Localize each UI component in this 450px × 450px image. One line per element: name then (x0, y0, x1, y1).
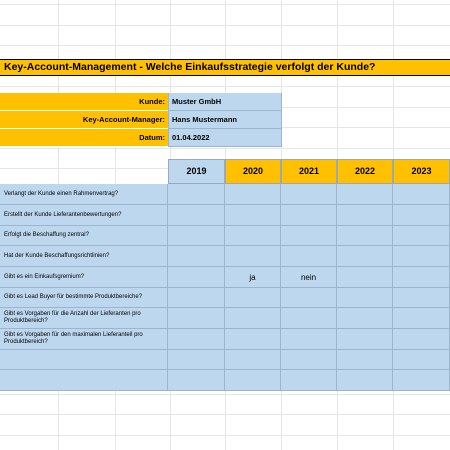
answer-cell-2020[interactable] (225, 184, 281, 205)
answer-cell-2019[interactable] (168, 288, 225, 308)
gridline-horizontal (0, 414, 450, 415)
question-cell[interactable] (0, 350, 168, 370)
answer-cell-2019[interactable] (168, 246, 225, 267)
year-header-2023: 2023 (393, 159, 450, 184)
info-label: Datum: (0, 129, 168, 147)
answer-cell-2019[interactable] (168, 308, 225, 329)
answer-cell-2019[interactable] (168, 226, 225, 246)
answer-cell-2020[interactable] (225, 226, 281, 246)
answer-cell-2022[interactable] (337, 370, 393, 391)
answer-cell-2021[interactable] (281, 288, 337, 308)
gridline-horizontal (0, 45, 450, 46)
answer-cell-2020[interactable] (225, 205, 281, 226)
year-header-2020: 2020 (225, 159, 281, 184)
year-header-2021: 2021 (281, 159, 337, 184)
answer-cell-2023[interactable] (393, 350, 450, 370)
answer-cell-2020[interactable] (225, 246, 281, 267)
answer-cell-2022[interactable] (337, 205, 393, 226)
question-cell[interactable]: Gibt es Lead Buyer für bestimmte Produktbereiche? (0, 288, 168, 308)
answer-cell-2022[interactable] (337, 267, 393, 288)
answer-cell-2023[interactable] (393, 246, 450, 267)
answer-cell-2021[interactable] (281, 205, 337, 226)
answer-cell-2022[interactable] (337, 288, 393, 308)
gridline-horizontal (0, 435, 450, 436)
answer-cell-2022[interactable] (337, 184, 393, 205)
answer-cell-2023[interactable] (393, 308, 450, 329)
question-cell[interactable]: Gibt es Vorgaben für die Anzahl der Lieferanten pro Produktbereich? (0, 308, 168, 329)
answer-cell-2023[interactable] (393, 184, 450, 205)
answer-cell-2022[interactable] (337, 226, 393, 246)
answer-cell-2019[interactable] (168, 370, 225, 391)
answer-cell-2020[interactable] (225, 370, 281, 391)
answer-cell-2023[interactable] (393, 267, 450, 288)
gridline-horizontal (0, 394, 450, 395)
answer-cell-2023[interactable] (393, 205, 450, 226)
answer-cell-2019[interactable] (168, 184, 225, 205)
answer-cell-2020[interactable] (225, 350, 281, 370)
gridline-horizontal (0, 148, 450, 149)
answer-cell-2021[interactable] (281, 329, 337, 350)
question-cell[interactable] (0, 370, 168, 391)
answer-cell-2022[interactable] (337, 308, 393, 329)
year-header-2019: 2019 (168, 159, 225, 184)
answer-cell-2021[interactable] (281, 308, 337, 329)
info-label: Kunde: (0, 93, 168, 111)
question-cell[interactable]: Erfolgt die Beschaffung zentral? (0, 226, 168, 246)
gridline-horizontal (0, 86, 450, 87)
answer-cell-2020[interactable]: ja (225, 267, 281, 288)
question-cell[interactable]: Verlangt der Kunde einen Rahmenvertrag? (0, 184, 168, 205)
answer-cell-2023[interactable] (393, 329, 450, 350)
info-value[interactable]: Muster GmbH (168, 93, 282, 111)
answer-cell-2019[interactable] (168, 267, 225, 288)
gridline-horizontal (0, 25, 450, 26)
question-cell[interactable]: Hat der Kunde Beschaffungsrichtlinien? (0, 246, 168, 267)
info-value[interactable]: 01.04.2022 (168, 129, 282, 147)
answer-cell-2021[interactable] (281, 184, 337, 205)
answer-cell-2021[interactable]: nein (281, 267, 337, 288)
answer-cell-2020[interactable] (225, 308, 281, 329)
answer-cell-2019[interactable] (168, 329, 225, 350)
answer-cell-2023[interactable] (393, 288, 450, 308)
answer-cell-2022[interactable] (337, 329, 393, 350)
info-label: Key-Account-Manager: (0, 111, 168, 129)
answer-cell-2021[interactable] (281, 350, 337, 370)
question-cell[interactable]: Erstellt der Kunde Lieferantenbewertungen? (0, 205, 168, 226)
question-cell[interactable]: Gibt es ein Einkaufsgremium? (0, 267, 168, 288)
answer-cell-2021[interactable] (281, 246, 337, 267)
answer-cell-2022[interactable] (337, 350, 393, 370)
year-header-2022: 2022 (337, 159, 393, 184)
answer-cell-2021[interactable] (281, 226, 337, 246)
gridline-horizontal (0, 4, 450, 5)
info-value[interactable]: Hans Mustermann (168, 111, 282, 129)
answer-cell-2019[interactable] (168, 350, 225, 370)
sheet-title: Key-Account-Management - Welche Einkaufsstrategie verfolgt der Kunde? (0, 59, 450, 76)
answer-cell-2020[interactable] (225, 288, 281, 308)
answer-cell-2023[interactable] (393, 370, 450, 391)
answer-cell-2023[interactable] (393, 226, 450, 246)
answer-cell-2022[interactable] (337, 246, 393, 267)
question-cell[interactable]: Gibt es Vorgaben für den maximalen Lieferanteil pro Produktbereich? (0, 329, 168, 350)
answer-cell-2019[interactable] (168, 205, 225, 226)
answer-cell-2020[interactable] (225, 329, 281, 350)
answer-cell-2021[interactable] (281, 370, 337, 391)
